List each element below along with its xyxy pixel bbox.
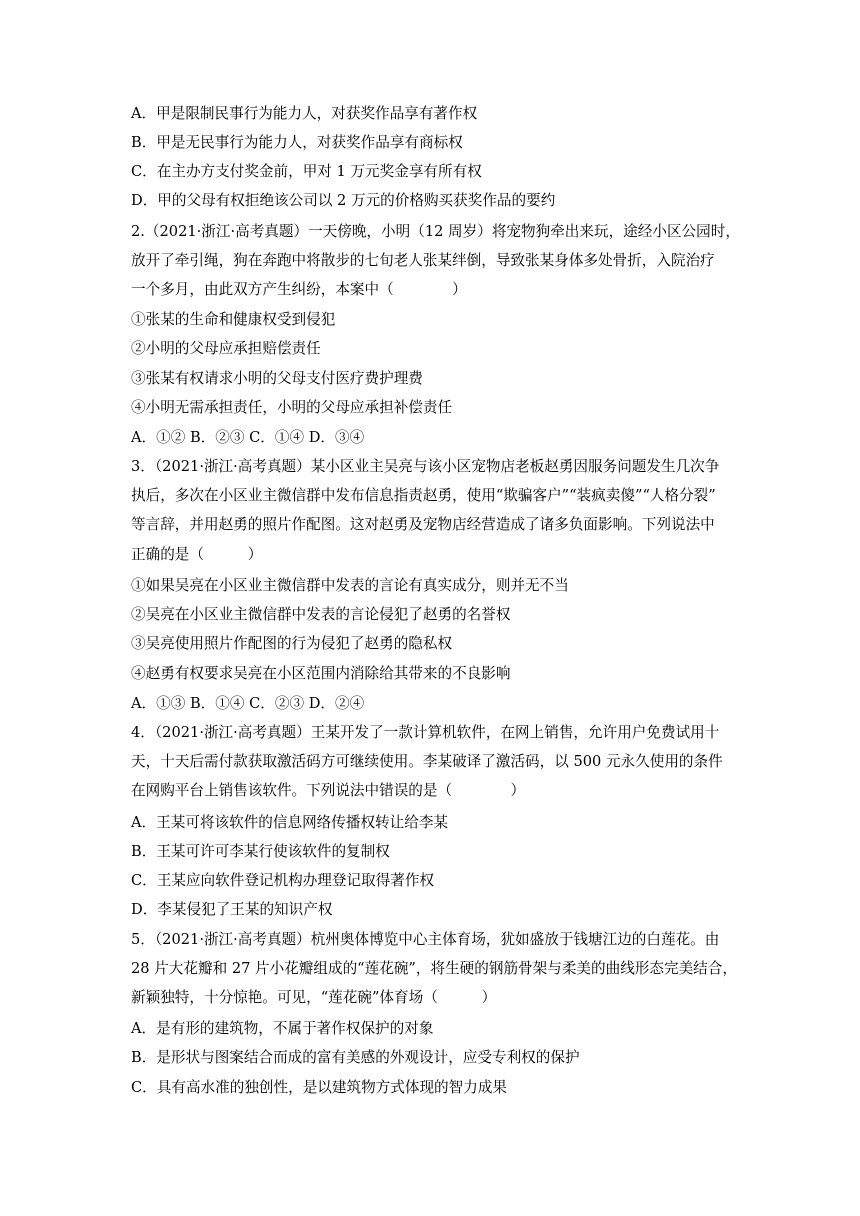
question-3-line: 正确的是（ ）: [131, 546, 263, 563]
option-line: A．王某可将该软件的信息网络传播权转让给李某: [131, 814, 449, 831]
option-line: D．甲的父母有权拒绝该公司以 2 万元的价格购买获奖作品的要约: [131, 192, 556, 209]
option-line: A．甲是限制民事行为能力人，对获奖作品享有著作权: [131, 105, 478, 122]
option-line: C．王某应向软件登记机构办理登记取得著作权: [131, 872, 435, 889]
option-line: C．在主办方支付奖金前，甲对 1 万元奖金享有所有权: [131, 163, 482, 180]
question-4-line: 4．（2021·浙江·高考真题）王某开发了一款计算机软件，在网上销售，允许用户免费试用十: [131, 724, 720, 741]
option-line: B．王某可许可李某行使该软件的复制权: [131, 843, 390, 860]
statement-line: ①如果吴亮在小区业主微信群中发表的言论有真实成分，则并无不当: [131, 577, 569, 594]
statement-line: ④赵勇有权要求吴亮在小区范围内消除给其带来的不良影响: [131, 665, 511, 682]
statement-line: ②吴亮在小区业主微信群中发表的言论侵犯了赵勇的名誉权: [131, 606, 511, 623]
statement-line: ③吴亮使用照片作配图的行为侵犯了赵勇的隐私权: [131, 635, 453, 652]
question-3-line: 等言辞，并用赵勇的照片作配图。这对赵勇及宠物店经营造成了诸多负面影响。下列说法中: [131, 516, 715, 533]
option-line: C．具有高水准的独创性，是以建筑物方式体现的智力成果: [131, 1079, 508, 1096]
option-line: A．是有形的建筑物，不属于著作权保护的对象: [131, 1020, 434, 1037]
option-line: D．李某侵犯了王某的知识产权: [131, 901, 333, 918]
question-5-line: 5．（2021·浙江·高考真题）杭州奥体博览中心主体育场，犹如盛放于钱塘江边的白莲花。由: [131, 931, 720, 948]
statement-line: ③张某有权请求小明的父母支付医疗费护理费: [131, 370, 423, 387]
answer-options-line: A．①② B．②③ C．①④ D．③④: [131, 429, 365, 446]
question-2-line: 一个多月，由此双方产生纠纷，本案中（ ）: [131, 281, 467, 298]
question-2-line: 放开了牵引绳，狗在奔跑中将散步的七旬老人张某绊倒，导致张某身体多处骨折，入院治疗: [131, 252, 715, 269]
question-3-line: 3．（2021·浙江·高考真题）某小区业主吴亮与该小区宠物店老板赵勇因服务问题发生几次争: [131, 458, 720, 475]
question-5-line: 28 片大花瓣和 27 片小花瓣组成的“莲花碗”，将生硬的钢筋骨架与柔美的曲线形态完美结合，: [131, 960, 737, 977]
question-2-line: 2.（2021·浙江·高考真题）一天傍晚，小明（12 周岁）将宠物狗牵出来玩，途经小区公园时，: [131, 223, 740, 240]
question-5-line: 新颖独特，十分惊艳。可见，“莲花碗”体育场（ ）: [131, 989, 497, 1006]
question-4-line: 在网购平台上销售该软件。下列说法中错误的是（ ）: [131, 782, 526, 799]
question-4-line: 天，十天后需付款获取激活码方可继续使用。李某破译了激活码，以 500 元永久使用的条件: [131, 753, 723, 770]
question-3-line: 执后，多次在小区业主微信群中发布信息指责赵勇，使用“欺骗客户”“装疯卖傻”“人格分裂”: [131, 487, 716, 504]
statement-line: ②小明的父母应承担赔偿责任: [131, 340, 321, 357]
option-line: B．甲是无民事行为能力人，对获奖作品享有商标权: [131, 134, 463, 151]
statement-line: ①张某的生命和健康权受到侵犯: [131, 311, 336, 328]
answer-options-line: A．①③ B．①④ C．②③ D．②④: [131, 695, 365, 712]
option-line: B．是形状与图案结合而成的富有美感的外观设计，应受专利权的保护: [131, 1049, 580, 1066]
statement-line: ④小明无需承担责任，小明的父母应承担补偿责任: [131, 399, 453, 416]
